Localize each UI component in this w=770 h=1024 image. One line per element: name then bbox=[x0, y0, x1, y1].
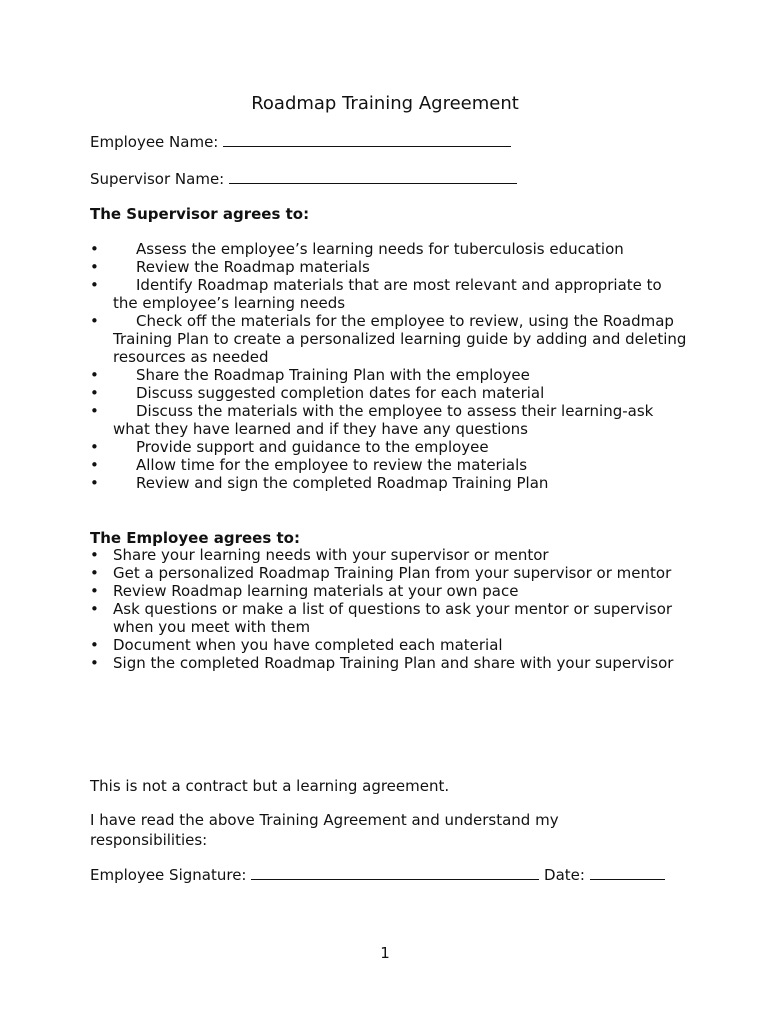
supervisor-name-label: Supervisor Name: bbox=[90, 170, 225, 188]
employee-name-row bbox=[90, 131, 511, 152]
bullet-icon: • bbox=[90, 636, 99, 654]
bullet-icon: • bbox=[90, 564, 99, 582]
bullet-icon: • bbox=[90, 474, 99, 492]
list-item: • Review Roadmap learning materials at your own pace bbox=[90, 582, 519, 600]
list-item: • Get a personalized Roadmap Training Plan from your supervisor or mentor bbox=[90, 564, 672, 582]
bullet-icon: • bbox=[90, 366, 99, 384]
supervisor-name-row bbox=[90, 168, 517, 189]
bullet-icon: • bbox=[90, 456, 99, 474]
supervisor-name-blank bbox=[229, 168, 517, 184]
bullet-icon: • bbox=[90, 258, 99, 276]
bullet-icon: • bbox=[90, 312, 99, 330]
bullet-icon: • bbox=[90, 546, 99, 564]
list-item: • Provide support and guidance to the employee bbox=[90, 438, 489, 456]
list-item: • Discuss suggested completion dates for each material bbox=[90, 384, 545, 402]
date-blank bbox=[590, 864, 665, 880]
bullet-icon: • bbox=[90, 654, 99, 672]
list-item: • Ask questions or make a list of questions to ask your mentor or supervisor when you meet with them bbox=[90, 600, 673, 636]
employee-section-heading: The Employee agrees to: bbox=[90, 529, 300, 547]
bullet-icon: • bbox=[90, 276, 99, 294]
list-item: • Sign the completed Roadmap Training Plan and share with your supervisor bbox=[90, 654, 674, 672]
employee-name-blank bbox=[223, 131, 511, 147]
employee-duties-list bbox=[90, 546, 700, 672]
list-item: • Share the Roadmap Training Plan with the employee bbox=[90, 366, 530, 384]
list-item: • Check off the materials for the employee to review, using the Roadmap Training Plan to create a personalized learning guide by adding and deleting resources as needed bbox=[90, 312, 687, 366]
bullet-icon: • bbox=[90, 600, 99, 618]
contract-statement: This is not a contract but a learning agreement. bbox=[90, 777, 450, 795]
bullet-icon: • bbox=[90, 402, 99, 420]
page-title: Roadmap Training Agreement bbox=[251, 93, 519, 114]
bullet-icon: • bbox=[90, 438, 99, 456]
list-item: • Allow time for the employee to review the materials bbox=[90, 456, 528, 474]
acknowledgement-statement: I have read the above Training Agreement and understand my responsibilities: bbox=[90, 811, 559, 849]
list-item: • Review and sign the completed Roadmap Training Plan bbox=[90, 474, 549, 492]
employee-signature-blank bbox=[251, 864, 539, 880]
list-item: • Review the Roadmap materials bbox=[90, 258, 370, 276]
list-item: • Identify Roadmap materials that are most relevant and appropriate to the employee’s learning needs bbox=[90, 276, 662, 312]
employee-name-label: Employee Name: bbox=[90, 133, 219, 151]
bullet-icon: • bbox=[90, 384, 99, 402]
list-item: • Document when you have completed each material bbox=[90, 636, 503, 654]
bullet-icon: • bbox=[90, 582, 99, 600]
list-item: • Assess the employee’s learning needs for tuberculosis education bbox=[90, 240, 624, 258]
page-number: 1 bbox=[380, 944, 390, 962]
list-item: • Discuss the materials with the employee to assess their learning-ask what they have learned and if they have any questions bbox=[90, 402, 654, 438]
list-item: • Share your learning needs with your supervisor or mentor bbox=[90, 546, 549, 564]
signature-row bbox=[90, 864, 665, 885]
supervisor-section-heading: The Supervisor agrees to: bbox=[90, 205, 310, 223]
employee-signature-label: Employee Signature: bbox=[90, 866, 247, 884]
bullet-icon: • bbox=[90, 240, 99, 258]
supervisor-duties-list bbox=[90, 240, 690, 492]
date-label: Date: bbox=[544, 866, 585, 884]
